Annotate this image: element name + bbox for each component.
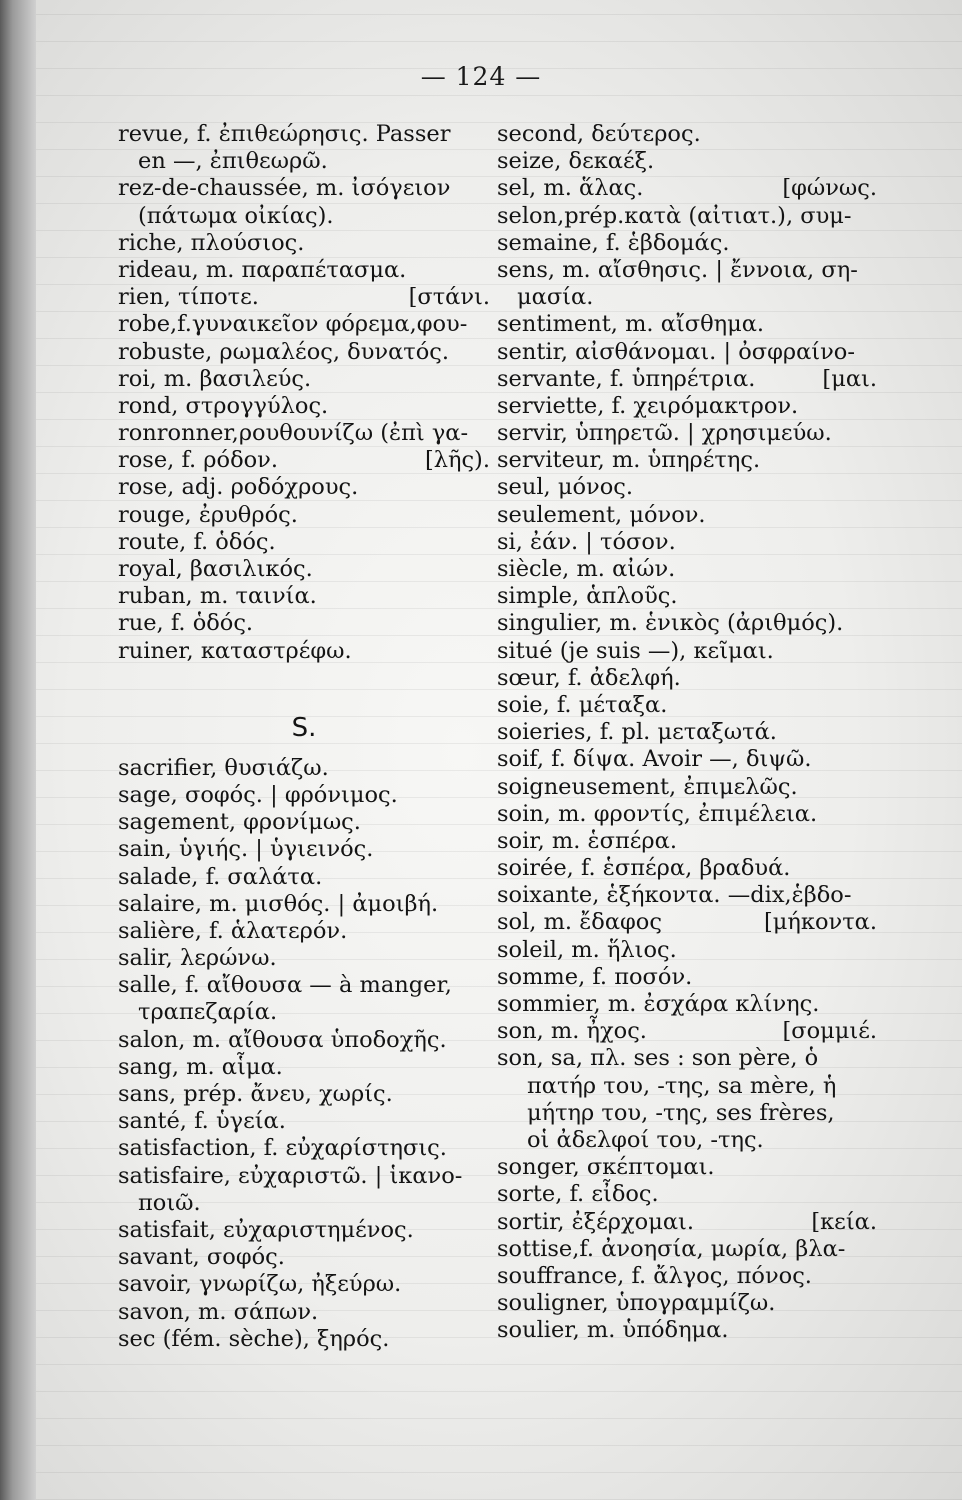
entry-text: rose, adj. ροδόχρους.	[118, 474, 359, 501]
entry-text: sel, m. ἅλας.	[497, 175, 644, 202]
entry-text: soigneusement, ἐπιμελῶς.	[497, 773, 798, 800]
entry-text: satisfait, εὐχαριστημένος.	[118, 1216, 414, 1243]
dictionary-entry-line	[497, 1209, 877, 1236]
entry-text: sang, m. αἷμα.	[118, 1053, 283, 1080]
dictionary-entry-line	[118, 918, 490, 945]
dictionary-entry-line	[497, 366, 877, 393]
entry-text: ruiner, καταστρέφω.	[118, 637, 352, 664]
dictionary-entry-line	[497, 1154, 877, 1181]
entry-text: robe,f.γυναικεῖον φόρεμα,φου-	[118, 311, 468, 338]
entry-text: sommier, m. ἐσχάρα κλίνης.	[497, 991, 820, 1017]
entry-text: οἱ ἀδελφοί του, -της.	[527, 1126, 764, 1153]
entry-text: soieries, f. pl. μεταξωτά.	[497, 719, 777, 746]
entry-text: sain, ὑγιής. | ὑγιεινός.	[118, 836, 374, 863]
dictionary-entry-line	[118, 1081, 490, 1108]
dictionary-entry-line	[497, 638, 877, 665]
dictionary-entry-line	[497, 964, 877, 991]
dictionary-entry-line	[118, 1135, 490, 1162]
entry-text: soleil, m. ἥλιος.	[497, 936, 677, 963]
dictionary-entry-line	[497, 1236, 877, 1263]
entry-text: selon,prép.κατὰ (αἰτιατ.), συμ-	[497, 202, 852, 229]
dictionary-entry-line	[497, 148, 877, 175]
dictionary-entry-line	[497, 420, 877, 447]
dictionary-entry-line	[118, 393, 490, 420]
dictionary-entry-line	[497, 882, 877, 909]
entry-text: second, δεύτερος.	[497, 121, 701, 147]
dictionary-entry-line	[497, 474, 877, 501]
section-gap	[118, 665, 490, 701]
dictionary-entry-line	[497, 1100, 877, 1127]
entry-text: soir, m. ἑσπέρα.	[497, 827, 677, 854]
entry-text: sage, σοφός. | φρόνιμος.	[118, 781, 398, 808]
dictionary-entry-line	[497, 257, 877, 284]
entry-text: rose, f. ρόδον.	[118, 447, 278, 474]
dictionary-entry-line	[497, 1263, 877, 1290]
dictionary-entry-line	[118, 972, 490, 999]
entry-text: rouge, ἐρυθρός.	[118, 501, 298, 528]
entry-text: sentir, αἰσθάνομαι. | ὀσφραίνο-	[497, 338, 855, 365]
dictionary-entry-line	[118, 447, 490, 474]
entry-text: serviette, f. χειρόμακτρον.	[497, 392, 799, 419]
dictionary-entry-line	[118, 945, 490, 972]
dictionary-entry-line	[497, 502, 877, 529]
dictionary-entry-line	[118, 809, 490, 836]
dictionary-entry-line	[497, 937, 877, 964]
dictionary-entry-line	[118, 836, 490, 863]
dictionary-entry-line	[497, 121, 877, 148]
entry-text: μήτηρ του, -της, ses frères,	[527, 1099, 835, 1126]
dictionary-entry-line	[497, 339, 877, 366]
entry-text: seulement, μόνον.	[497, 501, 706, 528]
entry-text: santé, f. ὑγεία.	[118, 1108, 286, 1135]
entry-text: salaire, m. μισθός. | ἀμοιβή.	[118, 890, 439, 917]
dictionary-entry-line	[497, 1181, 877, 1208]
dictionary-entry-line	[497, 1127, 877, 1154]
entry-text: ποιῶ.	[138, 1189, 201, 1216]
entry-text: rideau, m. παραπέτασμα.	[118, 256, 407, 283]
entries-s	[118, 755, 490, 1353]
entry-text: salle, f. αἴθουσα — à manger,	[118, 972, 452, 999]
dictionary-entry-line	[497, 284, 877, 311]
dictionary-entry-line	[118, 203, 490, 230]
dictionary-entry-line	[118, 257, 490, 284]
entry-text: soif, f. δίψα. Avoir —, διψῶ.	[497, 746, 812, 773]
dictionary-entry-line	[118, 891, 490, 918]
dictionary-entry-line	[497, 801, 877, 828]
entry-text: sans, prép. ἄνευ, χωρίς.	[118, 1081, 393, 1107]
dictionary-entry-line	[118, 1054, 490, 1081]
dictionary-entry-line	[497, 1073, 877, 1100]
dictionary-entry-line	[118, 1163, 490, 1190]
entry-continuation: [στάνι.	[408, 284, 490, 311]
dictionary-entry-line	[118, 583, 490, 610]
dictionary-entry-line	[497, 610, 877, 637]
entry-text: soin, m. φροντίς, ἐπιμέλεια.	[497, 800, 818, 827]
entry-text: singulier, m. ἑνικὸς (ἀριθμός).	[497, 610, 844, 637]
entry-text: ronronner,ρουθουνίζω (ἐπὶ γα-	[118, 420, 469, 447]
entry-text: salon, m. αἴθουσα ὑποδοχῆς.	[118, 1026, 447, 1053]
entry-continuation: [κεία.	[811, 1208, 877, 1235]
entry-text: sacrifier, θυσιάζω.	[118, 754, 329, 781]
entry-text: songer, σκέπτομαι.	[497, 1154, 715, 1181]
dictionary-entry-line	[497, 746, 877, 773]
dictionary-entry-line	[118, 864, 490, 891]
dictionary-entry-line	[497, 556, 877, 583]
entry-text: soulier, m. ὑπόδημα.	[497, 1317, 729, 1344]
dictionary-entry-line	[118, 148, 490, 175]
entry-text: souffrance, f. ἄλγος, πόνος.	[497, 1262, 812, 1289]
entry-text: soixante, ἑξήκοντα. —dix,ἑβδο-	[497, 882, 852, 909]
dictionary-entry-line	[497, 665, 877, 692]
entry-text: en —, ἐπιθεωρῶ.	[138, 148, 328, 175]
dictionary-entry-line	[118, 474, 490, 501]
entry-text: savant, σοφός.	[118, 1244, 285, 1271]
entry-text: salir, λερώνω.	[118, 945, 277, 972]
entry-text: simple, ἁπλοῦς.	[497, 583, 678, 610]
entry-text: son, sa, πλ. ses : son père, ὁ	[497, 1045, 819, 1072]
entry-text: royal, βασιλικός.	[118, 556, 313, 582]
entry-text: rue, f. ὁδός.	[118, 610, 254, 637]
dictionary-entry-line	[118, 1326, 490, 1353]
entry-text: son, m. ἦχος.	[497, 1018, 647, 1045]
entry-text: μασία.	[517, 284, 594, 311]
dictionary-entry-line	[497, 1317, 877, 1344]
dictionary-entry-line	[497, 855, 877, 882]
entry-text: riche, πλούσιος.	[118, 229, 305, 256]
dictionary-entry-line	[497, 203, 877, 230]
entry-text: satisfaire, εὐχαριστῶ. | ἱκανο-	[118, 1162, 463, 1189]
entry-continuation: [σομμιέ.	[782, 1018, 877, 1045]
entry-text: sottise,f. ἀνοησία, μωρία, βλα-	[497, 1235, 846, 1262]
dictionary-entry-line	[497, 175, 877, 202]
entry-text: servante, f. ὑπηρέτρια.	[497, 365, 756, 392]
entry-text: πατήρ του, -της, sa mère, ἡ	[527, 1072, 837, 1099]
entry-text: sortir, ἐξέρχομαι.	[497, 1208, 694, 1235]
entry-text: salière, f. ἁλατερόν.	[118, 917, 348, 944]
dictionary-entry-line	[497, 719, 877, 746]
dictionary-entry-line	[497, 1290, 877, 1317]
dictionary-entry-line	[497, 1045, 877, 1072]
entry-text: route, f. ὁδός.	[118, 528, 276, 555]
entries-right	[497, 121, 877, 1344]
entry-text: situé (je suis —), κεῖμαι.	[497, 637, 774, 664]
entry-text: seul, μόνος.	[497, 474, 633, 501]
dictionary-entry-line	[118, 284, 490, 311]
dictionary-entry-line	[497, 311, 877, 338]
entry-text: soie, f. μέταξα.	[497, 691, 668, 718]
dictionary-entry-line	[118, 755, 490, 782]
entry-text: sagement, φρονίμως.	[118, 809, 361, 836]
entry-text: ruban, m. ταινία.	[118, 583, 317, 610]
dictionary-entry-line	[118, 230, 490, 257]
dictionary-entry-line	[118, 1217, 490, 1244]
dictionary-entry-line	[118, 311, 490, 338]
dictionary-entry-line	[118, 1108, 490, 1135]
entry-continuation: [φώνως.	[782, 175, 877, 202]
entry-text: soirée, f. ἑσπέρα, βραδυά.	[497, 855, 791, 882]
dictionary-entry-line	[497, 583, 877, 610]
entry-text: satisfaction, f. εὐχαρίστησις.	[118, 1135, 447, 1162]
dictionary-entry-line	[118, 529, 490, 556]
entry-text: serviteur, m. ὑπηρέτης.	[497, 447, 761, 474]
dictionary-entry-line	[118, 999, 490, 1026]
dictionary-entry-line	[118, 1027, 490, 1054]
dictionary-entry-line	[118, 556, 490, 583]
entry-text: salade, f. σαλάτα.	[118, 863, 323, 890]
entry-text: savoir, γνωρίζω, ἠξεύρω.	[118, 1271, 402, 1298]
entry-continuation: [μαι.	[822, 365, 877, 392]
entry-text: τραπεζαρία.	[138, 999, 278, 1026]
entry-text: robuste, ρωμαλέος, δυνατός.	[118, 338, 450, 365]
entry-text: souligner, ὑπογραμμίζω.	[497, 1290, 776, 1317]
dictionary-entry-line	[497, 447, 877, 474]
entry-text: revue, f. ἐπιθεώρησις. Passer	[118, 121, 451, 147]
entry-text: si, ἐάν. | τόσον.	[497, 528, 676, 555]
entry-text: savon, m. σάπων.	[118, 1298, 319, 1325]
entry-text: servir, ὑπηρετῶ. | χρησιμεύω.	[497, 420, 832, 447]
entry-text: sorte, f. εἶδος.	[497, 1181, 659, 1208]
dictionary-entry-line	[497, 991, 877, 1018]
dictionary-entry-line	[118, 420, 490, 447]
dictionary-entry-line	[497, 909, 877, 936]
entry-text: sol, m. ἔδαφος	[497, 909, 662, 936]
dictionary-entry-line	[118, 339, 490, 366]
entry-continuation: [λῆς).	[424, 447, 490, 474]
entry-continuation: [μήκοντα.	[764, 909, 877, 936]
dictionary-entry-line	[497, 230, 877, 257]
dictionary-entry-line	[118, 782, 490, 809]
dictionary-entry-line	[118, 610, 490, 637]
section-heading-s: S.	[291, 712, 317, 743]
book-spine-shadow	[0, 0, 36, 1500]
dictionary-entry-line	[497, 774, 877, 801]
dictionary-entry-line	[118, 1299, 490, 1326]
entry-text: siècle, m. αἰών.	[497, 556, 676, 582]
left-column	[118, 121, 490, 1353]
dictionary-entry-line	[118, 366, 490, 393]
dictionary-entry-line	[118, 502, 490, 529]
entry-text: rien, τίποτε.	[118, 284, 259, 311]
dictionary-entry-line	[118, 1244, 490, 1271]
dictionary-entry-line	[497, 529, 877, 556]
dictionary-entry-line	[497, 393, 877, 420]
dictionary-entry-line	[118, 1190, 490, 1217]
dictionary-entry-line	[497, 828, 877, 855]
dictionary-entry-line	[118, 175, 490, 202]
entry-text: semaine, f. ἑβδομάς.	[497, 229, 730, 256]
dictionary-entry-line	[118, 638, 490, 665]
entry-text: sœur, f. ἀδελφή.	[497, 664, 681, 691]
entry-text: sentiment, m. αἴσθημα.	[497, 311, 765, 338]
entries-r	[118, 121, 490, 665]
dictionary-entry-line	[118, 1271, 490, 1298]
entry-text: roi, m. βασιλεύς.	[118, 365, 312, 392]
entry-text: seize, δεκαέξ.	[497, 148, 655, 175]
entry-text: sec (fém. sèche), ξηρός.	[118, 1325, 390, 1352]
entry-text: rond, στρογγύλος.	[118, 392, 329, 419]
dictionary-entry-line	[497, 692, 877, 719]
entry-text: rez-de-chaussée, m. ἰσόγειον	[118, 175, 451, 202]
entry-text: (πάτωμα οἰκίας).	[138, 202, 334, 229]
entry-text: sens, m. αἴσθησις. | ἔννοια, ση-	[497, 256, 858, 283]
page-number: — 124 —	[420, 62, 542, 91]
dictionary-entry-line	[118, 121, 490, 148]
right-column	[497, 121, 877, 1344]
dictionary-entry-line	[497, 1018, 877, 1045]
entry-text: somme, f. ποσόν.	[497, 963, 693, 990]
